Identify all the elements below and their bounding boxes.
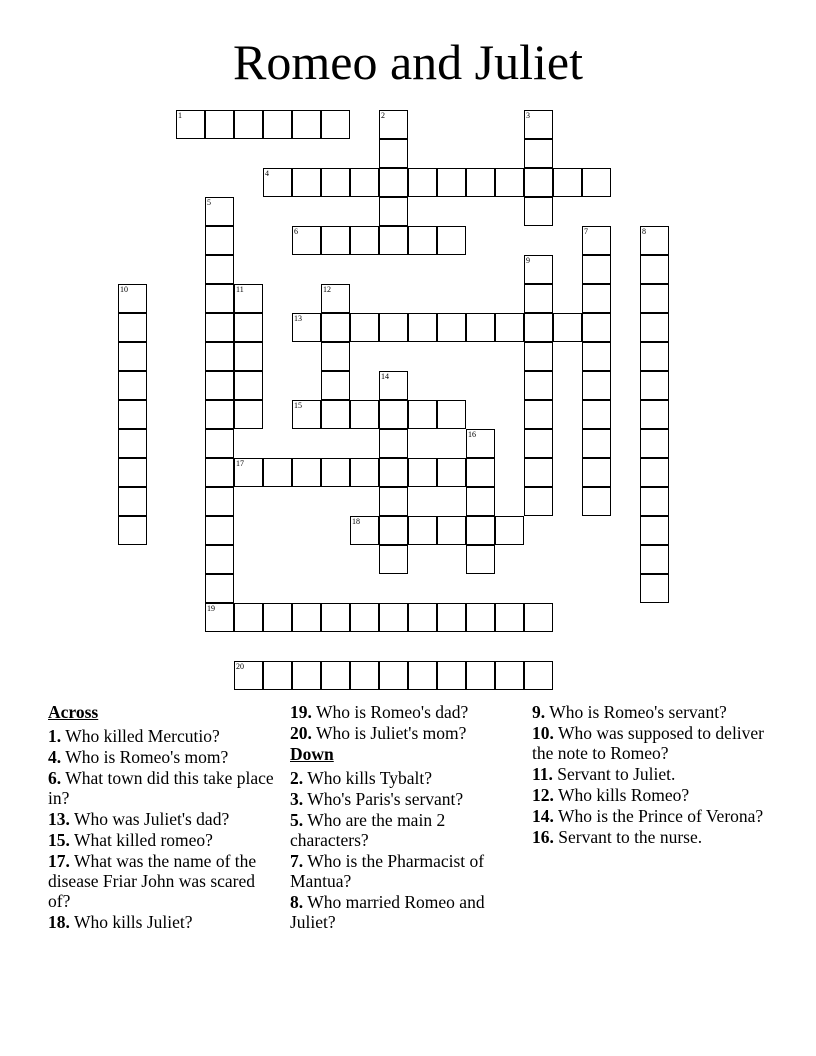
grid-cell[interactable]	[524, 255, 553, 284]
grid-cell[interactable]	[350, 168, 379, 197]
grid-cell[interactable]	[118, 429, 147, 458]
grid-cell[interactable]	[640, 313, 669, 342]
cell-number: 19	[207, 604, 215, 613]
clue-across-18: 18. Who kills Juliet?	[48, 912, 193, 932]
grid-cell[interactable]	[350, 313, 379, 342]
grid-cell[interactable]	[437, 458, 466, 487]
grid-cell[interactable]	[234, 313, 263, 342]
clue-down-2: 2. Who kills Tybalt?	[290, 768, 433, 788]
grid-cell[interactable]	[379, 139, 408, 168]
grid-cell[interactable]	[553, 168, 582, 197]
clue-down-3: 3. Who's Paris's servant?	[290, 789, 464, 809]
grid-cell[interactable]	[350, 458, 379, 487]
grid-cell[interactable]	[582, 313, 611, 342]
grid-cell[interactable]	[379, 603, 408, 632]
grid-cell[interactable]	[379, 197, 408, 226]
grid-cell[interactable]	[582, 400, 611, 429]
grid-cell[interactable]	[379, 400, 408, 429]
grid-cell[interactable]	[437, 168, 466, 197]
cell-number: 4	[265, 169, 269, 178]
grid-cell[interactable]	[263, 458, 292, 487]
grid-cell[interactable]	[524, 168, 553, 197]
grid-cell[interactable]	[176, 110, 205, 139]
grid-cell[interactable]	[640, 400, 669, 429]
grid-cell[interactable]	[524, 487, 553, 516]
grid-cell[interactable]	[292, 603, 321, 632]
grid-cell[interactable]	[582, 429, 611, 458]
grid-cell[interactable]	[640, 487, 669, 516]
grid-cell[interactable]	[350, 226, 379, 255]
grid-cell[interactable]	[118, 487, 147, 516]
cell-number: 11	[236, 285, 244, 294]
grid-cell[interactable]	[205, 255, 234, 284]
grid-cell[interactable]	[524, 313, 553, 342]
grid-cell[interactable]	[408, 661, 437, 690]
grid-cell[interactable]	[408, 516, 437, 545]
grid-cell[interactable]	[582, 226, 611, 255]
grid-cell[interactable]	[495, 661, 524, 690]
grid-cell[interactable]	[408, 313, 437, 342]
grid-cell[interactable]	[234, 284, 263, 313]
grid-cell[interactable]	[466, 545, 495, 574]
grid-cell[interactable]	[118, 458, 147, 487]
grid-cell[interactable]	[466, 429, 495, 458]
clue-down-14: 14. Who is the Prince of Verona?	[532, 806, 764, 826]
grid-cell[interactable]	[524, 284, 553, 313]
clue-across-1: 1. Who killed Mercutio?	[48, 726, 220, 746]
grid-cell[interactable]	[466, 516, 495, 545]
puzzle-title: Romeo and Juliet	[233, 34, 583, 90]
cell-number: 7	[584, 227, 588, 236]
cell-number: 8	[642, 227, 646, 236]
cell-number: 12	[323, 285, 331, 294]
clue-across-15: 15. What killed romeo?	[48, 830, 213, 850]
grid-cell[interactable]	[263, 168, 292, 197]
grid-cell[interactable]	[524, 400, 553, 429]
grid-cell[interactable]	[321, 458, 350, 487]
grid-cell[interactable]	[118, 313, 147, 342]
grid-cell[interactable]	[408, 400, 437, 429]
grid-cell[interactable]	[640, 342, 669, 371]
grid-cell[interactable]	[205, 603, 234, 632]
cell-number: 3	[526, 111, 530, 120]
clue-down-8: 8. Who married Romeo and Juliet?	[290, 892, 485, 932]
clue-across-19: 19. Who is Romeo's dad?	[290, 702, 469, 722]
grid-cell[interactable]	[350, 603, 379, 632]
grid-cell[interactable]	[205, 342, 234, 371]
grid-cell[interactable]	[640, 284, 669, 313]
cell-number: 1	[178, 111, 182, 120]
grid-cell[interactable]	[292, 661, 321, 690]
grid-cell[interactable]	[408, 168, 437, 197]
grid-cell[interactable]	[379, 516, 408, 545]
grid-cell[interactable]	[321, 342, 350, 371]
grid-cell[interactable]	[205, 487, 234, 516]
grid-cell[interactable]	[292, 226, 321, 255]
grid-cell[interactable]	[524, 110, 553, 139]
grid-cell[interactable]	[205, 429, 234, 458]
grid-cell[interactable]	[379, 313, 408, 342]
grid-cell[interactable]	[582, 487, 611, 516]
grid-cell[interactable]	[437, 226, 466, 255]
grid-cell[interactable]	[205, 516, 234, 545]
grid-cell[interactable]	[379, 371, 408, 400]
grid-cell[interactable]	[640, 371, 669, 400]
grid-cell[interactable]	[582, 168, 611, 197]
cell-number: 15	[294, 401, 302, 410]
grid-cell[interactable]	[118, 284, 147, 313]
down-heading: Down	[290, 744, 334, 764]
grid-cell[interactable]	[495, 603, 524, 632]
grid-cell[interactable]	[466, 603, 495, 632]
grid-cell[interactable]	[321, 110, 350, 139]
cell-number: 5	[207, 198, 211, 207]
grid-cell[interactable]	[437, 313, 466, 342]
cell-number: 13	[294, 314, 302, 323]
grid-cell[interactable]	[379, 458, 408, 487]
grid-cell[interactable]	[263, 603, 292, 632]
cell-number: 18	[352, 517, 360, 526]
cell-number: 10	[120, 285, 128, 294]
grid-cell[interactable]	[379, 429, 408, 458]
grid-cell[interactable]	[321, 168, 350, 197]
grid-cell[interactable]	[234, 458, 263, 487]
grid-cell[interactable]	[292, 313, 321, 342]
grid-cell[interactable]	[234, 661, 263, 690]
grid-cell[interactable]	[379, 661, 408, 690]
cell-number: 14	[381, 372, 389, 381]
grid-cell[interactable]	[640, 458, 669, 487]
grid-cell[interactable]	[437, 516, 466, 545]
grid-cell[interactable]	[118, 342, 147, 371]
clue-down-10: 10. Who was supposed to deliver the note to Romeo?	[532, 723, 765, 763]
grid-cell[interactable]	[350, 400, 379, 429]
grid-cell[interactable]	[408, 458, 437, 487]
grid-cell[interactable]	[466, 458, 495, 487]
clue-down-9: 9. Who is Romeo's servant?	[532, 702, 727, 722]
grid-cell[interactable]	[292, 458, 321, 487]
grid-cell[interactable]	[582, 458, 611, 487]
grid-cell[interactable]	[234, 400, 263, 429]
cell-number: 17	[236, 459, 244, 468]
grid-cell[interactable]	[205, 400, 234, 429]
clue-across-6: 6. What town did this take place in?	[48, 768, 274, 808]
across-heading: Across	[48, 702, 99, 722]
cell-number: 9	[526, 256, 530, 265]
grid-cell[interactable]	[640, 429, 669, 458]
grid-cell[interactable]	[408, 603, 437, 632]
clue-down-11: 11. Servant to Juliet.	[532, 764, 676, 784]
grid-cell[interactable]	[495, 313, 524, 342]
grid-cell[interactable]	[205, 458, 234, 487]
grid-cell[interactable]	[205, 110, 234, 139]
cell-number: 20	[236, 662, 244, 671]
grid-cell[interactable]	[640, 226, 669, 255]
grid-cell[interactable]	[292, 168, 321, 197]
grid-cell[interactable]	[640, 545, 669, 574]
clue-across-17: 17. What was the name of the disease Friar John was scared of?	[48, 851, 257, 911]
grid-cell[interactable]	[379, 545, 408, 574]
grid-cell[interactable]	[292, 110, 321, 139]
clue-down-16: 16. Servant to the nurse.	[532, 827, 703, 847]
grid-cell[interactable]	[321, 603, 350, 632]
grid-cell[interactable]	[205, 197, 234, 226]
grid-cell[interactable]	[466, 313, 495, 342]
grid-cell[interactable]	[234, 603, 263, 632]
grid-cell[interactable]	[321, 371, 350, 400]
grid-cell[interactable]	[118, 400, 147, 429]
grid-cell[interactable]	[524, 139, 553, 168]
grid-cell[interactable]	[263, 661, 292, 690]
grid-cell[interactable]	[205, 313, 234, 342]
clue-across-4: 4. Who is Romeo's mom?	[48, 747, 229, 767]
cell-number: 6	[294, 227, 298, 236]
grid-cell[interactable]	[321, 661, 350, 690]
clue-across-13: 13. Who was Juliet's dad?	[48, 809, 230, 829]
grid-cell[interactable]	[524, 342, 553, 371]
clue-down-12: 12. Who kills Romeo?	[532, 785, 690, 805]
grid-cell[interactable]	[582, 255, 611, 284]
grid-cell[interactable]	[205, 545, 234, 574]
grid-cell[interactable]	[524, 371, 553, 400]
grid-cell[interactable]	[205, 226, 234, 255]
grid-cell[interactable]	[321, 313, 350, 342]
grid-cell[interactable]	[466, 168, 495, 197]
grid-cell[interactable]	[524, 429, 553, 458]
grid-cell[interactable]	[466, 487, 495, 516]
grid-cell[interactable]	[582, 284, 611, 313]
grid-cell[interactable]	[437, 661, 466, 690]
grid-cell[interactable]	[495, 168, 524, 197]
grid-cell[interactable]	[466, 661, 495, 690]
grid-cell[interactable]	[379, 226, 408, 255]
grid-cell[interactable]	[350, 516, 379, 545]
grid-cell[interactable]	[118, 516, 147, 545]
grid-cell[interactable]	[350, 661, 379, 690]
grid-cell[interactable]	[553, 313, 582, 342]
grid-cell[interactable]	[582, 342, 611, 371]
grid-cell[interactable]	[205, 371, 234, 400]
grid-cell[interactable]	[205, 284, 234, 313]
grid-cell[interactable]	[379, 487, 408, 516]
grid-cell[interactable]	[524, 661, 553, 690]
grid-cell[interactable]	[524, 197, 553, 226]
grid-cell[interactable]	[524, 603, 553, 632]
cell-number: 2	[381, 111, 385, 120]
grid-cell[interactable]	[437, 603, 466, 632]
grid-cell[interactable]	[495, 516, 524, 545]
clue-down-5: 5. Who are the main 2 characters?	[290, 810, 446, 850]
grid-cell[interactable]	[640, 574, 669, 603]
clue-column-3	[532, 702, 782, 848]
grid-cell[interactable]	[205, 574, 234, 603]
clue-column-1	[48, 702, 278, 933]
grid-cell[interactable]	[234, 371, 263, 400]
clue-down-7: 7. Who is the Pharmacist of Mantua?	[290, 851, 485, 891]
grid-cell[interactable]	[234, 342, 263, 371]
grid-cell[interactable]	[640, 255, 669, 284]
grid-cell[interactable]	[118, 371, 147, 400]
grid-cell[interactable]	[321, 284, 350, 313]
grid-cell[interactable]	[524, 458, 553, 487]
clue-across-20: 20. Who is Juliet's mom?	[290, 723, 467, 743]
grid-cell[interactable]	[379, 110, 408, 139]
cell-number: 16	[468, 430, 476, 439]
grid-cell[interactable]	[379, 168, 408, 197]
grid-cell[interactable]	[408, 226, 437, 255]
grid-cell[interactable]	[321, 226, 350, 255]
grid-cell[interactable]	[263, 110, 292, 139]
grid-cell[interactable]	[321, 400, 350, 429]
grid-cell[interactable]	[640, 516, 669, 545]
clue-column-2	[290, 702, 522, 933]
grid-cell[interactable]	[582, 371, 611, 400]
grid-cell[interactable]	[437, 400, 466, 429]
grid-cell[interactable]	[292, 400, 321, 429]
grid-cell[interactable]	[234, 110, 263, 139]
